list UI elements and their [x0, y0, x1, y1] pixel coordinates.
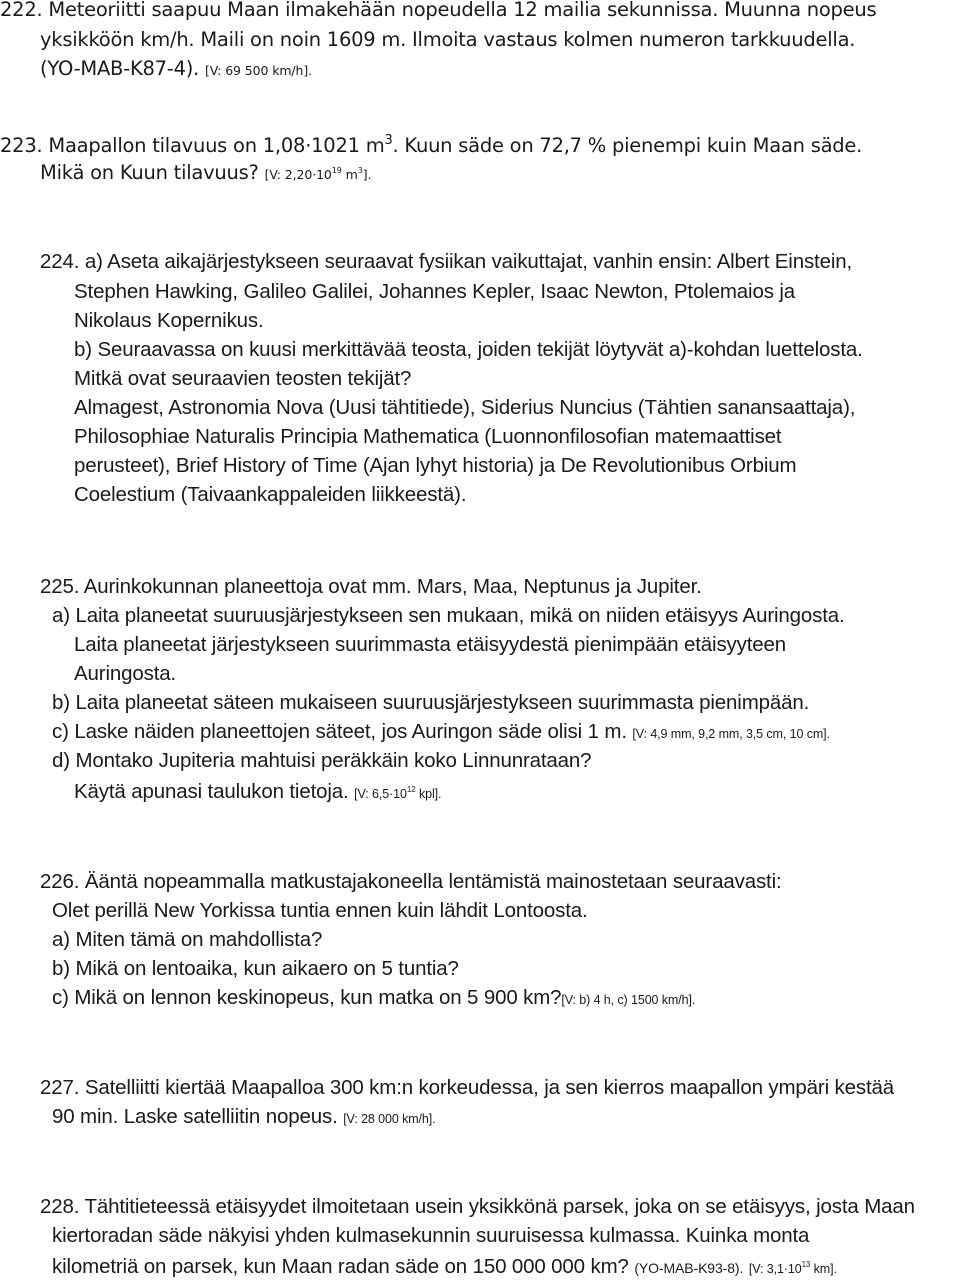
problem-223-text-b: . Kuun säde on 72,7 % pienempi kuin Maan säde.	[392, 134, 863, 157]
problem-227-line-1: 227. Satelliitti kiertää Maapalloa 300 km:n korkeudessa, ja sen kierros maapallon ympäri kestää	[40, 1076, 895, 1099]
problem-223-answer	[265, 167, 372, 182]
problem-224-line-8: perusteet), Brief History of Time (Ajan lyhyt historia) ja De Revolutionibus Orbium	[74, 454, 797, 477]
problem-225-d-answer-a: [V: 6,5·10	[354, 787, 407, 801]
problem-222-reference: (YO-MAB-K87-4).	[40, 57, 200, 80]
problem-228-answer	[749, 1262, 837, 1276]
problem-228-answer-a: [V: 3,1·10	[748, 1262, 802, 1276]
problem-224-line-6: Almagest, Astronomia Nova (Uusi tähtitiede), Siderius Nuncius (Tähtien sanansaattaja),	[74, 396, 856, 419]
problem-225-line-6	[52, 719, 830, 747]
problem-228-reference: (YO-MAB-K93-8).	[634, 1260, 744, 1276]
problem-225-c-answer: [V: 4,9 mm, 9,2 mm, 3,5 cm, 10 cm].	[632, 727, 830, 741]
problem-226-line-4: b) Mikä on lentoaika, kun aikaero on 5 tuntia?	[52, 957, 459, 980]
problem-222-line-2: yksikköön km/h. Maili on noin 1609 m. Ilmoita vastaus kolmen numeron tarkkuudella.	[40, 28, 856, 51]
problem-224-line-4: b) Seuraavassa on kuusi merkittävää teosta, joiden tekijät löytyvät a)-kohdan luettelosta.	[74, 338, 863, 361]
problem-228-line-3	[52, 1252, 837, 1282]
problem-225-line-5: b) Laita planeetat säteen mukaiseen suuruusjärjestykseen suurimmasta pienimpään.	[52, 691, 810, 714]
problem-225-line-8	[74, 777, 441, 807]
problem-228-answer-exponent: 13	[801, 1260, 811, 1269]
problem-226-c-text: c) Mikä on lennon keskinopeus, kun matka on 5 900 km?	[52, 986, 562, 1009]
problem-225-line-4: Auringosta.	[74, 662, 177, 685]
problem-226-line-5	[52, 985, 695, 1013]
problem-223-text-a: 223. Maapallon tilavuus on 1,08·1021 m	[0, 134, 385, 157]
problem-227-answer: [V: 28 000 km/h].	[343, 1112, 436, 1126]
problem-222-line-1: 222. Meteoriitti saapuu Maan ilmakehään nopeudella 12 mailia sekunnissa. Muunna nopeus	[0, 0, 877, 21]
problem-225-d-answer	[354, 787, 441, 801]
problem-228-line-1: 228. Tähtitieteessä etäisyydet ilmoitetaan usein yksikkönä parsek, joka on se etäisyys, josta Maan	[40, 1195, 915, 1218]
problem-226-answer: [V: b) 4 h, c) 1500 km/h].	[561, 993, 696, 1007]
problem-223-answer-exponent-2: 3	[357, 166, 363, 175]
problem-226-line-1: 226. Ääntä nopeammalla matkustajakoneella lentämistä mainostetaan seuraavasti:	[40, 870, 782, 893]
problem-224-line-3: Nikolaus Kopernikus.	[74, 309, 264, 332]
problem-225-c-text: c) Laske näiden planeettojen säteet, jos Auringon säde olisi 1 m.	[52, 720, 627, 743]
problem-225-line-3: Laita planeetat järjestykseen suurimmasta etäisyydestä pienimpään etäisyyteen	[74, 633, 787, 656]
problem-224-line-9: Coelestium (Taivaankappaleiden liikkeestä).	[74, 483, 467, 506]
problem-223-line-2	[40, 158, 371, 188]
problem-223-line-1	[0, 128, 862, 159]
problem-226-line-2: Olet perillä New Yorkissa tuntia ennen kuin lähdit Lontoosta.	[52, 899, 588, 922]
problem-224-line-2: Stephen Hawking, Galileo Galilei, Johannes Kepler, Isaac Newton, Ptolemaios ja	[74, 280, 796, 303]
problem-225-d-text: Käytä apunasi taulukon tietoja.	[74, 780, 349, 803]
problem-225-line-7: d) Montako Jupiteria mahtuisi peräkkäin koko Linnunrataan?	[52, 749, 592, 772]
problem-223-exponent: 3	[384, 133, 393, 148]
problem-228-line-2: kiertoradan säde näkyisi yhden kulmasekunnin suuruisessa kulmassa. Kuinka monta	[52, 1224, 810, 1247]
problem-226-line-3: a) Miten tämä on mahdollista?	[52, 928, 323, 951]
problem-224-line-1: 224. a) Aseta aikajärjestykseen seuraavat fysiikan vaikuttajat, vanhin ensin: Albert Einstein,	[40, 250, 853, 273]
problem-225-d-answer-exponent: 12	[406, 785, 416, 794]
problem-224-line-5: Mitkä ovat seuraavien teosten tekijät?	[74, 367, 412, 390]
problem-223-answer-exponent: 19	[331, 166, 342, 175]
problem-223-question: Mikä on Kuun tilavuus?	[40, 161, 259, 184]
problem-223-answer-c: ].	[362, 167, 372, 182]
problem-222-line-3	[40, 56, 312, 84]
problem-227-question: 90 min. Laske satelliitin nopeus.	[52, 1105, 338, 1128]
problem-223-answer-a: [V: 2,20·10	[264, 167, 332, 182]
problem-227-line-2	[52, 1104, 436, 1132]
problem-224-line-7: Philosophiae Naturalis Principia Mathematica (Luonnonfilosofian matemaattiset	[74, 425, 782, 448]
problem-228-question: kilometriä on parsek, kun Maan radan säde on 150 000 000 km?	[52, 1255, 629, 1278]
problem-222-answer: [V: 69 500 km/h].	[205, 63, 313, 78]
problem-228-answer-b: km].	[810, 1262, 837, 1276]
problem-225-d-answer-b: kpl].	[415, 787, 442, 801]
problem-225-line-1: 225. Aurinkokunnan planeettoja ovat mm. Mars, Maa, Neptunus ja Jupiter.	[40, 575, 702, 598]
problem-225-line-2: a) Laita planeetat suuruusjärjestykseen sen mukaan, mikä on niiden etäisyys Auringosta.	[52, 604, 845, 627]
problem-223-answer-b: m	[341, 167, 358, 182]
